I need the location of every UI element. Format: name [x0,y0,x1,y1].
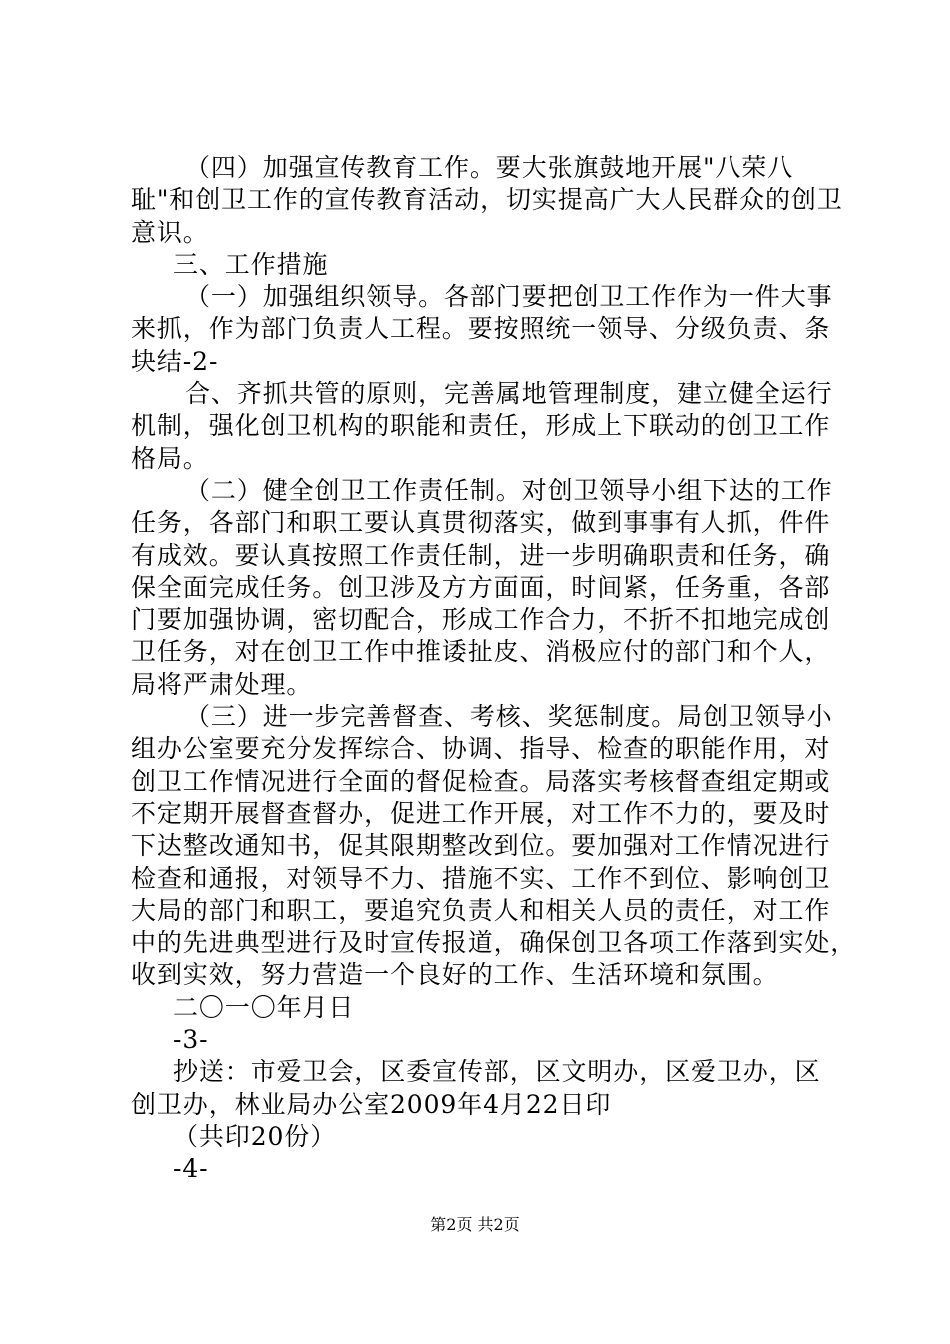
text-line: （四）加强宣传教育工作。要大张旗鼓地开展"八荣八 [185,153,794,182]
text-line: （一）加强组织领导。各部门要把创卫工作作为一件大事 [185,282,833,312]
text-line: （共印20份） [173,1121,337,1151]
text-line: 下达整改通知书，促其限期整改到位。要加强对工作情况进行 [131,831,831,861]
text-line: 耻"和创卫工作的宣传教育活动，切实提高广大人民群众的创卫 [131,185,843,215]
text-line: 局将严肃处理。 [131,669,313,699]
text-line: 卫任务，对在创卫工作中推诿扯皮、消极应付的部门和个人， [131,637,831,667]
text-line: 创卫工作情况进行全面的督促检查。局落实考核督查组定期或 [131,766,831,796]
text-line: 抄送：市爱卫会，区委宣传部，区文明办，区爱卫办，区 [173,1057,821,1087]
text-line: 意识。 [131,217,209,247]
text-line: 有成效。要认真按照工作责任制，进一步明确职责和任务，确 [131,540,831,570]
text-line: 中的先进典型进行及时宣传报道，确保创卫各项工作落到实处， [131,928,857,958]
document-body [131,152,857,1186]
text-line: 大局的部门和职工，要追究负责人和相关人员的责任，对工作 [131,895,831,925]
text-line: -3- [173,1025,209,1055]
text-line: 二〇一〇年月日 [173,992,355,1022]
text-line: 格局。 [131,443,209,473]
text-line: 块结-2- [131,346,219,376]
text-line: 保全面完成任务。创卫涉及方方面面，时间紧，任务重，各部 [131,572,831,602]
text-line: 三、工作措施 [173,249,329,279]
text-line: 组办公室要充分发挥综合、协调、指导、检查的职能作用，对 [131,734,831,764]
text-line: （二）健全创卫工作责任制。对创卫领导小组下达的工作 [185,475,833,505]
page-footer: 第2页 共2页 [430,1215,520,1234]
text-line: 来抓，作为部门负责人工程。要按照统一领导、分级负责、条 [131,314,831,344]
text-line: 合、齐抓共管的原则，完善属地管理制度，建立健全运行 [185,379,833,409]
text-line: （三）进一步完善督查、考核、奖惩制度。局创卫领导小 [185,702,833,732]
text-line: 收到实效，努力营造一个良好的工作、生活环境和氛围。 [131,960,779,990]
text-line: 机制，强化创卫机构的职能和责任，形成上下联动的创卫工作 [131,411,831,441]
text-line: 创卫办，林业局办公室2009年4月22日印 [131,1089,612,1119]
text-line: -4- [173,1154,209,1184]
text-line: 门要加强协调，密切配合，形成工作合力，不折不扣地完成创 [131,605,831,635]
text-line: 不定期开展督查督办，促进工作开展，对工作不力的，要及时 [131,798,831,828]
text-line: 任务，各部门和职工要认真贯彻落实，做到事事有人抓，件件 [131,508,831,538]
text-line: 检查和通报，对领导不力、措施不实、工作不到位、影响创卫 [131,863,831,893]
